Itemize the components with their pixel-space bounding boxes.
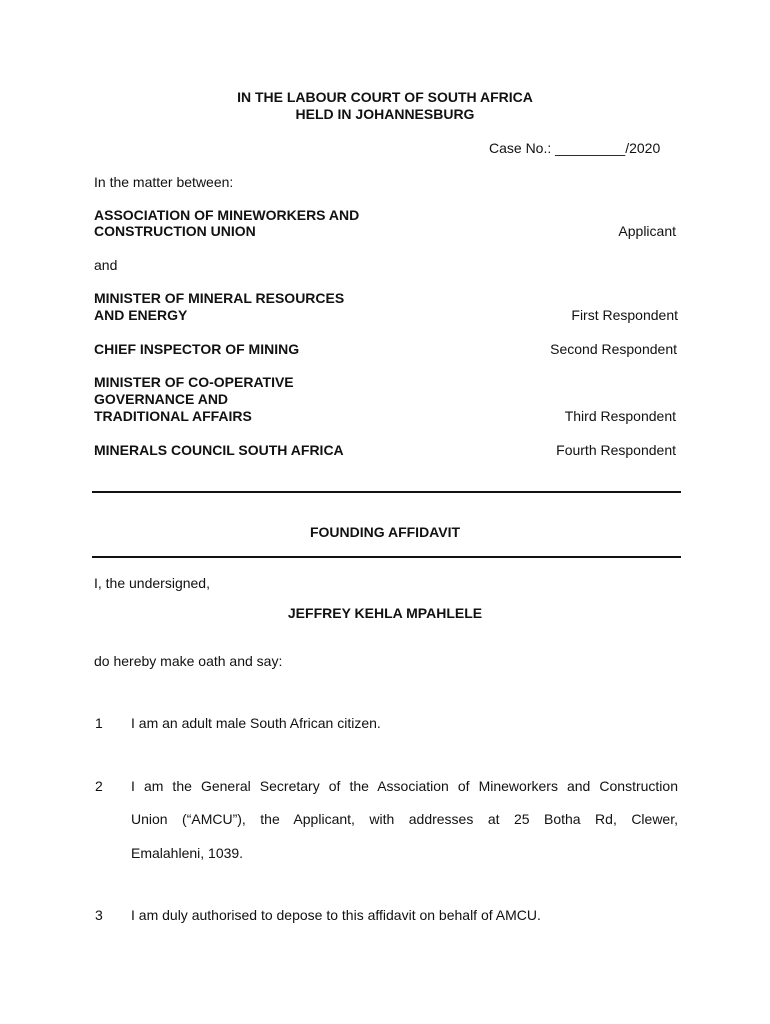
paragraph-line: Union (“AMCU”), the Applicant, with addresses at 25 Botha Rd, Clewer, [131,811,678,827]
case-number-label: Case No.: [489,140,552,156]
and-separator: and [94,257,118,273]
respondent3-name-line1: MINISTER OF CO-OPERATIVE [94,374,294,390]
paragraph-line: I am the General Secretary of the Association of Mineworkers and Construction [131,778,678,794]
applicant-name-line2: CONSTRUCTION UNION [94,223,256,239]
matter-intro: In the matter between: [94,174,234,190]
case-number [489,140,660,157]
case-number-year: /2020 [625,140,661,156]
respondent4-name: MINERALS COUNCIL SOUTH AFRICA [94,442,344,458]
respondent2-name: CHIEF INSPECTOR OF MINING [94,341,300,357]
paragraph-number: 1 [95,715,103,731]
top-divider [92,491,681,493]
respondent1-name-line1: MINISTER OF MINERAL RESOURCES [94,290,345,306]
paragraph-line: Emalahleni, 1039. [131,845,244,861]
respondent4-role: Fourth Respondent [556,442,676,458]
court-location: HELD IN JOHANNESBURG [295,106,475,122]
paragraph-line: I am an adult male South African citizen. [131,715,381,731]
paragraph-number: 3 [95,907,103,923]
respondent3-name-line3: TRADITIONAL AFFAIRS [94,408,252,424]
court-name: IN THE LABOUR COURT OF SOUTH AFRICA [237,89,533,105]
paragraph-line: I am duly authorised to depose to this affidavit on behalf of AMCU. [131,907,541,923]
respondent2-role: Second Respondent [550,341,677,357]
oath-text: do hereby make oath and say: [94,653,283,669]
respondent3-name-line2: GOVERNANCE AND [94,391,229,407]
respondent1-role: First Respondent [571,307,678,323]
respondent1-name-line2: AND ENERGY [94,307,188,323]
applicant-name-line1: ASSOCIATION OF MINEWORKERS AND [94,207,360,223]
undersigned-text: I, the undersigned, [94,575,210,591]
deponent-name: JEFFREY KEHLA MPAHLELE [287,605,483,621]
respondent3-role: Third Respondent [564,408,676,424]
case-number-blank: _________ [555,140,626,156]
paragraph-number: 2 [95,778,103,794]
affidavit-title: FOUNDING AFFIDAVIT [309,524,461,540]
bottom-divider [92,556,681,558]
applicant-role: Applicant [618,223,676,239]
